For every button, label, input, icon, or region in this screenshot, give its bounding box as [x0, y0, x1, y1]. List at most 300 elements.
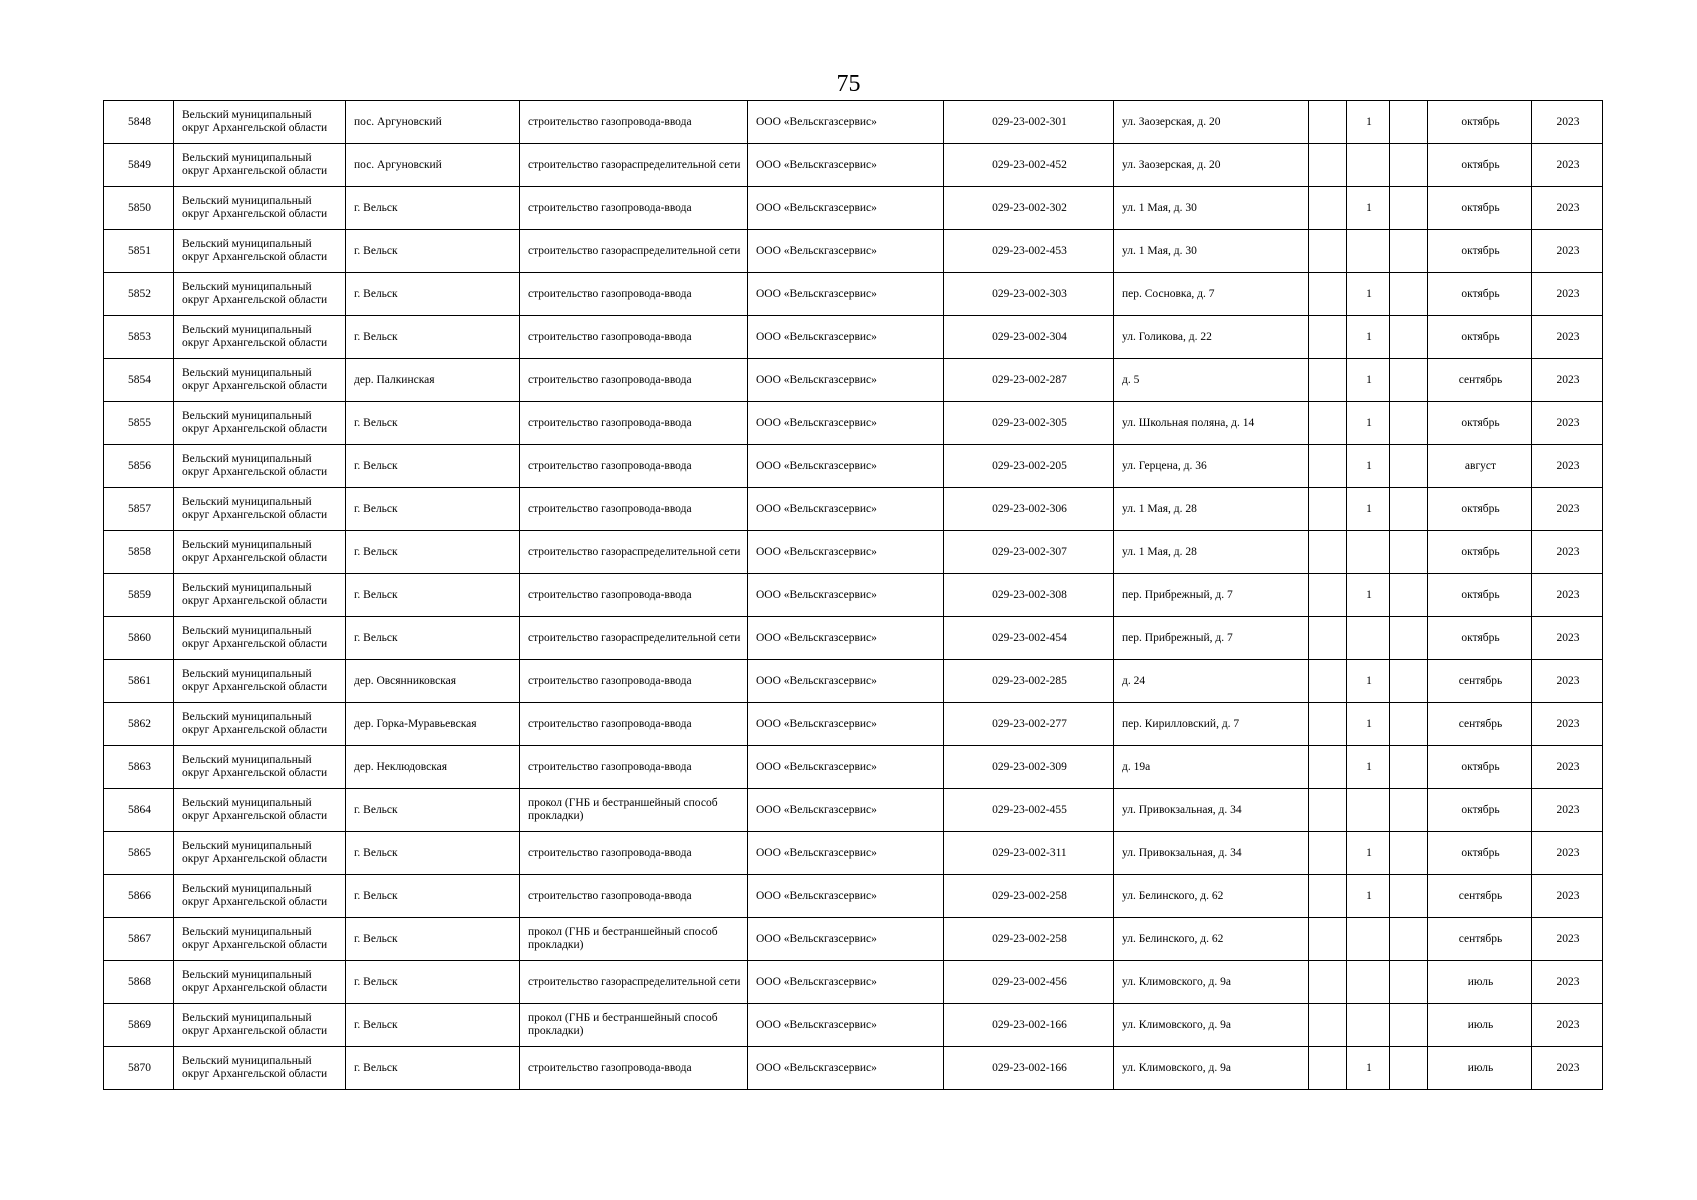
object-code-cell: 029-23-002-287: [944, 359, 1114, 402]
year-cell: 2023: [1532, 187, 1603, 230]
organization-cell: ООО «Вельскгазсервис»: [748, 316, 944, 359]
month-cell: октябрь: [1428, 488, 1532, 531]
settlement-cell: г. Вельск: [346, 230, 520, 273]
organization-cell: ООО «Вельскгазсервис»: [748, 230, 944, 273]
quantity-cell: 1: [1347, 574, 1390, 617]
quantity-cell: [1347, 789, 1390, 832]
municipality-cell: Вельский муниципальный округ Архангельской области: [174, 703, 346, 746]
empty-cell: [1309, 230, 1347, 273]
row-number-cell: 5851: [104, 230, 174, 273]
work-type-cell: строительство газораспределительной сети: [520, 961, 748, 1004]
row-number-cell: 5867: [104, 918, 174, 961]
object-code-cell: 029-23-002-301: [944, 101, 1114, 144]
quantity-cell: [1347, 1004, 1390, 1047]
object-code-cell: 029-23-002-166: [944, 1047, 1114, 1090]
year-cell: 2023: [1532, 832, 1603, 875]
work-type-cell: строительство газопровода-ввода: [520, 445, 748, 488]
address-cell: ул. Школьная поляна, д. 14: [1114, 402, 1309, 445]
organization-cell: ООО «Вельскгазсервис»: [748, 531, 944, 574]
empty-cell: [1309, 316, 1347, 359]
row-number-cell: 5861: [104, 660, 174, 703]
organization-cell: ООО «Вельскгазсервис»: [748, 187, 944, 230]
month-cell: октябрь: [1428, 144, 1532, 187]
empty-cell: [1309, 961, 1347, 1004]
address-cell: пер. Сосновка, д. 7: [1114, 273, 1309, 316]
quantity-cell: 1: [1347, 101, 1390, 144]
address-cell: ул. 1 Мая, д. 28: [1114, 488, 1309, 531]
table-row: [104, 144, 1603, 187]
empty-cell: [1309, 531, 1347, 574]
empty-cell: [1309, 1004, 1347, 1047]
page-number: 75: [836, 71, 861, 97]
year-cell: 2023: [1532, 230, 1603, 273]
municipality-cell: Вельский муниципальный округ Архангельской области: [174, 918, 346, 961]
organization-cell: ООО «Вельскгазсервис»: [748, 961, 944, 1004]
address-cell: ул. Герцена, д. 36: [1114, 445, 1309, 488]
work-type-cell: строительство газопровода-ввода: [520, 402, 748, 445]
organization-cell: ООО «Вельскгазсервис»: [748, 1047, 944, 1090]
settlement-cell: г. Вельск: [346, 1047, 520, 1090]
year-cell: 2023: [1532, 488, 1603, 531]
organization-cell: ООО «Вельскгазсервис»: [748, 703, 944, 746]
month-cell: сентябрь: [1428, 359, 1532, 402]
row-number-cell: 5855: [104, 402, 174, 445]
month-cell: октябрь: [1428, 187, 1532, 230]
municipality-cell: Вельский муниципальный округ Архангельской области: [174, 875, 346, 918]
municipality-cell: Вельский муниципальный округ Архангельской области: [174, 617, 346, 660]
organization-cell: ООО «Вельскгазсервис»: [748, 359, 944, 402]
row-number-cell: 5852: [104, 273, 174, 316]
month-cell: октябрь: [1428, 316, 1532, 359]
work-type-cell: строительство газопровода-ввода: [520, 746, 748, 789]
address-cell: ул. 1 Мая, д. 30: [1114, 230, 1309, 273]
object-code-cell: 029-23-002-302: [944, 187, 1114, 230]
empty-cell: [1390, 1047, 1428, 1090]
quantity-cell: 1: [1347, 660, 1390, 703]
empty-cell: [1390, 918, 1428, 961]
settlement-cell: г. Вельск: [346, 574, 520, 617]
quantity-cell: [1347, 531, 1390, 574]
year-cell: 2023: [1532, 746, 1603, 789]
work-type-cell: строительство газопровода-ввода: [520, 703, 748, 746]
municipality-cell: Вельский муниципальный округ Архангельской области: [174, 574, 346, 617]
municipality-cell: Вельский муниципальный округ Архангельской области: [174, 230, 346, 273]
settlement-cell: г. Вельск: [346, 187, 520, 230]
empty-cell: [1390, 875, 1428, 918]
month-cell: июль: [1428, 961, 1532, 1004]
month-cell: октябрь: [1428, 230, 1532, 273]
municipality-cell: Вельский муниципальный округ Архангельской области: [174, 488, 346, 531]
year-cell: 2023: [1532, 445, 1603, 488]
year-cell: 2023: [1532, 1004, 1603, 1047]
empty-cell: [1390, 230, 1428, 273]
work-type-cell: строительство газораспределительной сети: [520, 144, 748, 187]
quantity-cell: 1: [1347, 875, 1390, 918]
month-cell: октябрь: [1428, 832, 1532, 875]
object-code-cell: 029-23-002-277: [944, 703, 1114, 746]
empty-cell: [1390, 660, 1428, 703]
work-type-cell: строительство газопровода-ввода: [520, 660, 748, 703]
year-cell: 2023: [1532, 961, 1603, 1004]
year-cell: 2023: [1532, 617, 1603, 660]
work-type-cell: строительство газопровода-ввода: [520, 1047, 748, 1090]
table-row: [104, 187, 1603, 230]
table-row: [104, 875, 1603, 918]
quantity-cell: [1347, 144, 1390, 187]
empty-cell: [1309, 875, 1347, 918]
empty-cell: [1390, 101, 1428, 144]
organization-cell: ООО «Вельскгазсервис»: [748, 617, 944, 660]
work-type-cell: строительство газопровода-ввода: [520, 832, 748, 875]
address-cell: д. 5: [1114, 359, 1309, 402]
quantity-cell: [1347, 230, 1390, 273]
settlement-cell: дер. Овсянниковская: [346, 660, 520, 703]
organization-cell: ООО «Вельскгазсервис»: [748, 574, 944, 617]
organization-cell: ООО «Вельскгазсервис»: [748, 789, 944, 832]
municipality-cell: Вельский муниципальный округ Архангельской области: [174, 746, 346, 789]
year-cell: 2023: [1532, 531, 1603, 574]
empty-cell: [1390, 531, 1428, 574]
object-code-cell: 029-23-002-456: [944, 961, 1114, 1004]
object-code-cell: 029-23-002-304: [944, 316, 1114, 359]
address-cell: ул. Заозерская, д. 20: [1114, 101, 1309, 144]
row-number-cell: 5859: [104, 574, 174, 617]
empty-cell: [1390, 402, 1428, 445]
row-number-cell: 5850: [104, 187, 174, 230]
work-type-cell: прокол (ГНБ и бестраншейный способ прокладки): [520, 1004, 748, 1047]
settlement-cell: г. Вельск: [346, 445, 520, 488]
table-row: [104, 789, 1603, 832]
quantity-cell: 1: [1347, 488, 1390, 531]
empty-cell: [1309, 187, 1347, 230]
object-code-cell: 029-23-002-258: [944, 875, 1114, 918]
year-cell: 2023: [1532, 316, 1603, 359]
object-code-cell: 029-23-002-305: [944, 402, 1114, 445]
settlement-cell: пос. Аргуновский: [346, 101, 520, 144]
month-cell: сентябрь: [1428, 875, 1532, 918]
object-code-cell: 029-23-002-311: [944, 832, 1114, 875]
table-row: [104, 1047, 1603, 1090]
organization-cell: ООО «Вельскгазсервис»: [748, 660, 944, 703]
month-cell: июль: [1428, 1004, 1532, 1047]
table-row: [104, 1004, 1603, 1047]
work-type-cell: строительство газораспределительной сети: [520, 531, 748, 574]
row-number-cell: 5853: [104, 316, 174, 359]
empty-cell: [1309, 144, 1347, 187]
settlement-cell: г. Вельск: [346, 789, 520, 832]
object-code-cell: 029-23-002-454: [944, 617, 1114, 660]
year-cell: 2023: [1532, 918, 1603, 961]
empty-cell: [1390, 316, 1428, 359]
empty-cell: [1390, 617, 1428, 660]
work-type-cell: прокол (ГНБ и бестраншейный способ прокладки): [520, 789, 748, 832]
settlement-cell: г. Вельск: [346, 531, 520, 574]
settlement-cell: г. Вельск: [346, 875, 520, 918]
empty-cell: [1309, 574, 1347, 617]
row-number-cell: 5854: [104, 359, 174, 402]
work-type-cell: строительство газопровода-ввода: [520, 101, 748, 144]
row-number-cell: 5864: [104, 789, 174, 832]
year-cell: 2023: [1532, 101, 1603, 144]
year-cell: 2023: [1532, 1047, 1603, 1090]
empty-cell: [1309, 1047, 1347, 1090]
table-row: [104, 531, 1603, 574]
row-number-cell: 5869: [104, 1004, 174, 1047]
month-cell: октябрь: [1428, 531, 1532, 574]
settlement-cell: г. Вельск: [346, 1004, 520, 1047]
address-cell: ул. Привокзальная, д. 34: [1114, 832, 1309, 875]
organization-cell: ООО «Вельскгазсервис»: [748, 445, 944, 488]
municipality-cell: Вельский муниципальный округ Архангельской области: [174, 832, 346, 875]
quantity-cell: 1: [1347, 1047, 1390, 1090]
year-cell: 2023: [1532, 144, 1603, 187]
address-cell: ул. Белинского, д. 62: [1114, 918, 1309, 961]
quantity-cell: 1: [1347, 316, 1390, 359]
row-number-cell: 5858: [104, 531, 174, 574]
address-cell: ул. 1 Мая, д. 28: [1114, 531, 1309, 574]
work-type-cell: строительство газопровода-ввода: [520, 316, 748, 359]
address-cell: ул. Голикова, д. 22: [1114, 316, 1309, 359]
settlement-cell: г. Вельск: [346, 488, 520, 531]
row-number-cell: 5848: [104, 101, 174, 144]
month-cell: сентябрь: [1428, 660, 1532, 703]
table-row: [104, 488, 1603, 531]
empty-cell: [1390, 445, 1428, 488]
year-cell: 2023: [1532, 703, 1603, 746]
table-row: [104, 273, 1603, 316]
address-cell: ул. Климовского, д. 9а: [1114, 1047, 1309, 1090]
table-row: [104, 230, 1603, 273]
settlement-cell: г. Вельск: [346, 617, 520, 660]
municipality-cell: Вельский муниципальный округ Архангельской области: [174, 101, 346, 144]
table-row: [104, 359, 1603, 402]
address-cell: пер. Кирилловский, д. 7: [1114, 703, 1309, 746]
address-cell: ул. Климовского, д. 9а: [1114, 1004, 1309, 1047]
empty-cell: [1390, 359, 1428, 402]
row-number-cell: 5866: [104, 875, 174, 918]
month-cell: октябрь: [1428, 789, 1532, 832]
object-code-cell: 029-23-002-258: [944, 918, 1114, 961]
table-row: [104, 660, 1603, 703]
year-cell: 2023: [1532, 574, 1603, 617]
empty-cell: [1390, 746, 1428, 789]
table-row: [104, 918, 1603, 961]
empty-cell: [1309, 617, 1347, 660]
municipality-cell: Вельский муниципальный округ Архангельской области: [174, 359, 346, 402]
table-row: [104, 961, 1603, 1004]
municipality-cell: Вельский муниципальный округ Архангельской области: [174, 316, 346, 359]
registry-table: [103, 100, 1603, 1090]
work-type-cell: строительство газопровода-ввода: [520, 273, 748, 316]
empty-cell: [1309, 789, 1347, 832]
empty-cell: [1309, 402, 1347, 445]
empty-cell: [1390, 703, 1428, 746]
quantity-cell: 1: [1347, 402, 1390, 445]
quantity-cell: 1: [1347, 359, 1390, 402]
work-type-cell: строительство газораспределительной сети: [520, 230, 748, 273]
address-cell: ул. 1 Мая, д. 30: [1114, 187, 1309, 230]
quantity-cell: 1: [1347, 187, 1390, 230]
organization-cell: ООО «Вельскгазсервис»: [748, 746, 944, 789]
municipality-cell: Вельский муниципальный округ Архангельской области: [174, 789, 346, 832]
empty-cell: [1309, 918, 1347, 961]
year-cell: 2023: [1532, 402, 1603, 445]
empty-cell: [1309, 359, 1347, 402]
work-type-cell: строительство газопровода-ввода: [520, 488, 748, 531]
row-number-cell: 5865: [104, 832, 174, 875]
table-row: [104, 617, 1603, 660]
work-type-cell: строительство газопровода-ввода: [520, 875, 748, 918]
empty-cell: [1390, 789, 1428, 832]
table-row: [104, 832, 1603, 875]
object-code-cell: 029-23-002-309: [944, 746, 1114, 789]
object-code-cell: 029-23-002-303: [944, 273, 1114, 316]
object-code-cell: 029-23-002-455: [944, 789, 1114, 832]
work-type-cell: строительство газопровода-ввода: [520, 359, 748, 402]
month-cell: октябрь: [1428, 617, 1532, 660]
row-number-cell: 5863: [104, 746, 174, 789]
quantity-cell: [1347, 617, 1390, 660]
organization-cell: ООО «Вельскгазсервис»: [748, 875, 944, 918]
address-cell: пер. Прибрежный, д. 7: [1114, 617, 1309, 660]
year-cell: 2023: [1532, 273, 1603, 316]
address-cell: ул. Заозерская, д. 20: [1114, 144, 1309, 187]
organization-cell: ООО «Вельскгазсервис»: [748, 832, 944, 875]
table-row: [104, 703, 1603, 746]
row-number-cell: 5862: [104, 703, 174, 746]
table-row: [104, 445, 1603, 488]
object-code-cell: 029-23-002-452: [944, 144, 1114, 187]
month-cell: октябрь: [1428, 402, 1532, 445]
empty-cell: [1309, 832, 1347, 875]
empty-cell: [1309, 660, 1347, 703]
address-cell: д. 24: [1114, 660, 1309, 703]
settlement-cell: пос. Аргуновский: [346, 144, 520, 187]
empty-cell: [1390, 144, 1428, 187]
empty-cell: [1390, 1004, 1428, 1047]
work-type-cell: строительство газопровода-ввода: [520, 574, 748, 617]
object-code-cell: 029-23-002-285: [944, 660, 1114, 703]
object-code-cell: 029-23-002-205: [944, 445, 1114, 488]
empty-cell: [1390, 961, 1428, 1004]
quantity-cell: 1: [1347, 832, 1390, 875]
month-cell: октябрь: [1428, 746, 1532, 789]
settlement-cell: г. Вельск: [346, 961, 520, 1004]
object-code-cell: 029-23-002-306: [944, 488, 1114, 531]
municipality-cell: Вельский муниципальный округ Архангельской области: [174, 402, 346, 445]
municipality-cell: Вельский муниципальный округ Архангельской области: [174, 1004, 346, 1047]
organization-cell: ООО «Вельскгазсервис»: [748, 402, 944, 445]
organization-cell: ООО «Вельскгазсервис»: [748, 144, 944, 187]
row-number-cell: 5870: [104, 1047, 174, 1090]
work-type-cell: строительство газораспределительной сети: [520, 617, 748, 660]
municipality-cell: Вельский муниципальный округ Архангельской области: [174, 187, 346, 230]
table-row: [104, 746, 1603, 789]
municipality-cell: Вельский муниципальный округ Архангельской области: [174, 531, 346, 574]
municipality-cell: Вельский муниципальный округ Архангельской области: [174, 660, 346, 703]
quantity-cell: [1347, 918, 1390, 961]
empty-cell: [1390, 574, 1428, 617]
row-number-cell: 5849: [104, 144, 174, 187]
address-cell: ул. Климовского, д. 9а: [1114, 961, 1309, 1004]
address-cell: д. 19а: [1114, 746, 1309, 789]
year-cell: 2023: [1532, 875, 1603, 918]
year-cell: 2023: [1532, 660, 1603, 703]
row-number-cell: 5857: [104, 488, 174, 531]
quantity-cell: [1347, 961, 1390, 1004]
settlement-cell: г. Вельск: [346, 316, 520, 359]
object-code-cell: 029-23-002-307: [944, 531, 1114, 574]
table-row: [104, 402, 1603, 445]
month-cell: октябрь: [1428, 574, 1532, 617]
empty-cell: [1390, 187, 1428, 230]
object-code-cell: 029-23-002-453: [944, 230, 1114, 273]
month-cell: июль: [1428, 1047, 1532, 1090]
table-row: [104, 574, 1603, 617]
settlement-cell: дер. Горка-Муравьевская: [346, 703, 520, 746]
organization-cell: ООО «Вельскгазсервис»: [748, 488, 944, 531]
quantity-cell: 1: [1347, 445, 1390, 488]
quantity-cell: 1: [1347, 746, 1390, 789]
month-cell: октябрь: [1428, 101, 1532, 144]
year-cell: 2023: [1532, 789, 1603, 832]
work-type-cell: строительство газопровода-ввода: [520, 187, 748, 230]
table-body: [104, 101, 1603, 1090]
table-row: [104, 101, 1603, 144]
settlement-cell: дер. Неклюдовская: [346, 746, 520, 789]
row-number-cell: 5856: [104, 445, 174, 488]
address-cell: ул. Белинского, д. 62: [1114, 875, 1309, 918]
object-code-cell: 029-23-002-308: [944, 574, 1114, 617]
empty-cell: [1309, 746, 1347, 789]
empty-cell: [1309, 703, 1347, 746]
row-number-cell: 5860: [104, 617, 174, 660]
month-cell: август: [1428, 445, 1532, 488]
organization-cell: ООО «Вельскгазсервис»: [748, 101, 944, 144]
settlement-cell: дер. Палкинская: [346, 359, 520, 402]
settlement-cell: г. Вельск: [346, 402, 520, 445]
empty-cell: [1390, 488, 1428, 531]
address-cell: пер. Прибрежный, д. 7: [1114, 574, 1309, 617]
municipality-cell: Вельский муниципальный округ Архангельской области: [174, 144, 346, 187]
organization-cell: ООО «Вельскгазсервис»: [748, 273, 944, 316]
settlement-cell: г. Вельск: [346, 832, 520, 875]
municipality-cell: Вельский муниципальный округ Архангельской области: [174, 445, 346, 488]
municipality-cell: Вельский муниципальный округ Архангельской области: [174, 1047, 346, 1090]
empty-cell: [1309, 488, 1347, 531]
address-cell: ул. Привокзальная, д. 34: [1114, 789, 1309, 832]
empty-cell: [1390, 273, 1428, 316]
row-number-cell: 5868: [104, 961, 174, 1004]
quantity-cell: 1: [1347, 703, 1390, 746]
municipality-cell: Вельский муниципальный округ Архангельской области: [174, 273, 346, 316]
work-type-cell: прокол (ГНБ и бестраншейный способ прокладки): [520, 918, 748, 961]
year-cell: 2023: [1532, 359, 1603, 402]
quantity-cell: 1: [1347, 273, 1390, 316]
organization-cell: ООО «Вельскгазсервис»: [748, 918, 944, 961]
organization-cell: ООО «Вельскгазсервис»: [748, 1004, 944, 1047]
empty-cell: [1309, 273, 1347, 316]
month-cell: октябрь: [1428, 273, 1532, 316]
object-code-cell: 029-23-002-166: [944, 1004, 1114, 1047]
empty-cell: [1390, 832, 1428, 875]
empty-cell: [1309, 445, 1347, 488]
empty-cell: [1309, 101, 1347, 144]
municipality-cell: Вельский муниципальный округ Архангельской области: [174, 961, 346, 1004]
settlement-cell: г. Вельск: [346, 918, 520, 961]
settlement-cell: г. Вельск: [346, 273, 520, 316]
month-cell: сентябрь: [1428, 918, 1532, 961]
